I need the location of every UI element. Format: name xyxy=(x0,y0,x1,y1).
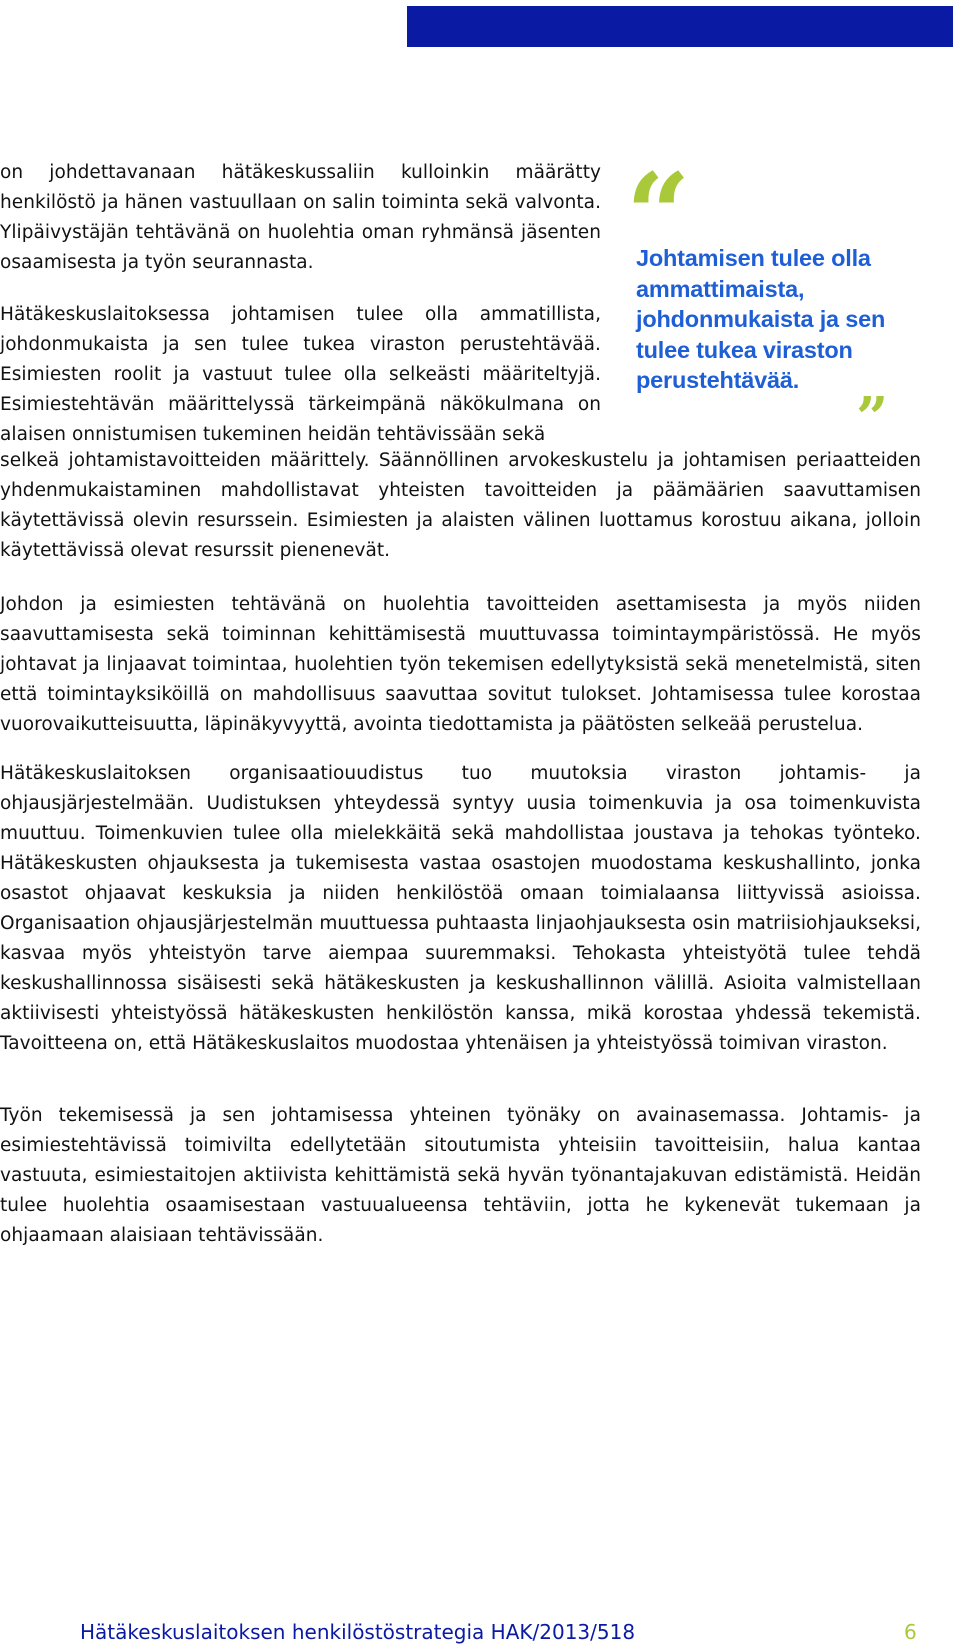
open-quote-icon: “ xyxy=(626,150,691,281)
close-quote-icon: ” xyxy=(856,385,889,451)
pull-quote-text: Johtamisen tulee olla ammattimaista, johdonmukaista ja sen tulee tukea viraston perustehtävää. xyxy=(636,245,886,393)
paragraph-arvokeskustelu: selkeä johtamistavoitteiden määrittely. Säännöllinen arvokeskustelu ja johtamisen periaatteiden yhdenmukaistaminen mahdollistavat yhteisten tavoitteiden ja päämäärien saavuttamisen käytettävissä olevin resurssein. Esimiesten ja alaisten välinen luottamus korostuu aikana, jolloin käytettävissä olevat resurssit pienenevät. xyxy=(0,450,921,561)
paragraph-johtaminen-ammatillista: Hätäkeskuslaitoksessa johtamisen tulee olla ammatillista, johdonmukaista ja sen tulee tukea viraston perustehtävää. Esimiesten roolit ja vastuut tulee olla selkeästi määriteltyjä. Esimiestehtävän määrittelyssä tärkeimpänä näkökulmana on alaisen onnistumisen tukeminen heidän tehtävissään sekä xyxy=(0,304,601,445)
paragraph-tyonaky: Työn tekemisessä ja sen johtamisessa yhteinen työnäky on avainasemassa. Johtamis- ja esimiestehtävissä toimivilta edellytetään sitoutumista yhteisiin tavoitteisiin, halua kantaa vastuuta, esimiestaitojen aktiivista kehittämistä sekä hyvän työnantajakuvan edistämistä. Heidän tulee huolehtia osaamisestaan vastuualueensa tehtäviin, jotta he kykenevät tukemaan ja ohjaamaan alaisiaan tehtävissään. xyxy=(0,1105,921,1246)
page-number: 6 xyxy=(904,1620,917,1644)
paragraph-organisaatiouudistus: Hätäkeskuslaitoksen organisaatiouudistus tuo muutoksia viraston johtamis- ja ohjausjärjestelmään. Uudistuksen yhteydessä syntyy uusia toimenkuvia ja osa toimenkuvista muuttuu. Toimenkuvien tulee olla mielekkäitä sekä mahdollistaa joustava ja tehokas työnteko. Hätäkeskusten ohjauksesta ja tukemisesta vastaa osastojen muodostama keskushallinto, jonka osastot ohjaavat keskuksia ja niiden henkilöstöä omaan toimialaansa liittyvissä asioissa. Organisaation ohjausjärjestelmän muuttuessa puhtaasta linjaohjauksesta osin matriisiohjaukseksi, kasvaa myös yhteistyön tarve aiempaa suuremmaksi. Tehokasta yhteistyötä tulee tehdä keskushallinnossa sisäisesti sekä hätäkeskusten ja keskushallinnon välillä. Asioita valmistellaan aktiivisesti yhteistyössä hätäkeskusten henkilöstön kanssa, mikä korostaa yhdessä tekemistä. Tavoitteena on, että Hätäkeskuslaitos muodostaa yhtenäisen ja yhteistyössä toimivan viraston. xyxy=(0,763,921,1054)
header-bar xyxy=(407,6,953,47)
paragraph-salin-toiminta: on johdettavanaan hätäkeskussaliin kulloinkin määrätty henkilöstö ja hänen vastuullaan on salin toiminta sekä valvonta. Ylipäivystäjän tehtävänä on huolehtia oman ryhmänsä jäsenten osaamisesta ja työn seurannasta. xyxy=(0,162,601,273)
footer-document-title: Hätäkeskuslaitoksen henkilöstöstrategia HAK/2013/518 xyxy=(80,1620,636,1644)
pull-quote xyxy=(620,150,920,451)
paragraph-johdon-tehtavat: Johdon ja esimiesten tehtävänä on huolehtia tavoitteiden asettamisesta ja myös niiden saavuttamisesta sekä toiminnan kehittämisestä muuttuvassa toimintaympäristössä. He myös johtavat ja linjaavat toimintaa, huolehtien työn tekemisen edellytyksistä sekä menetelmistä, siten että toimintayksiköillä on mahdollisuus saavuttaa sovitut tulokset. Johtamisessa tulee korostaa vuorovaikutteisuutta, läpinäkyvyyttä, avointa tiedottamista ja päätösten selkeää perustelua. xyxy=(0,594,921,735)
